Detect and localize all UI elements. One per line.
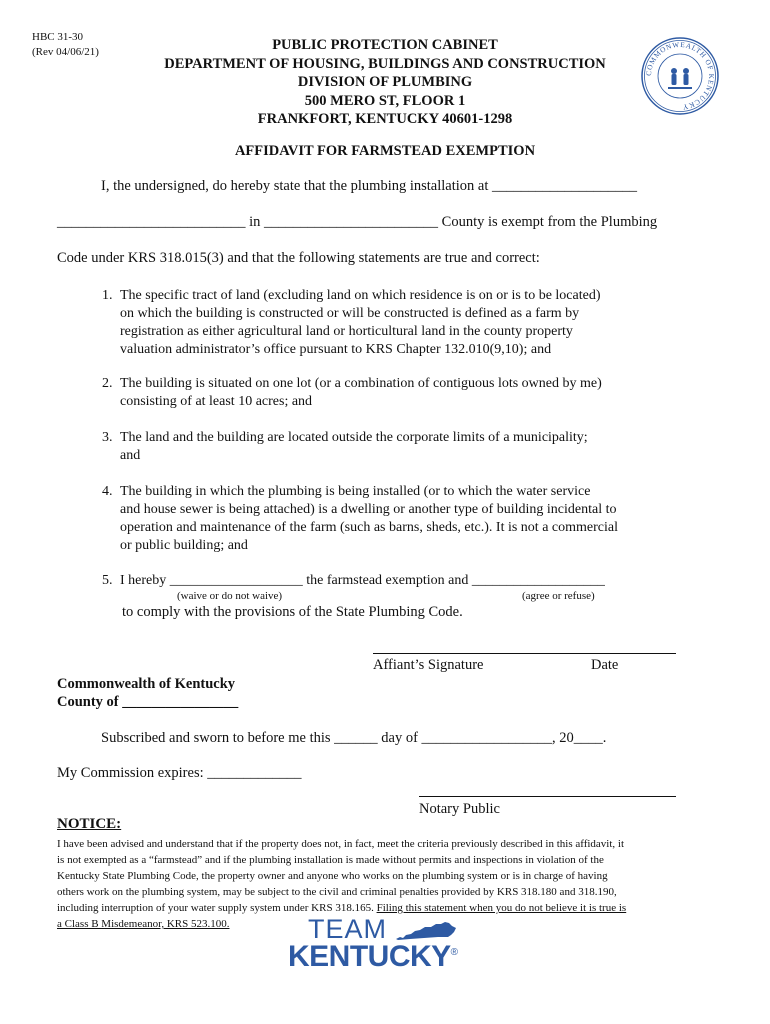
statement-line: valuation administrator’s office pursuant to KRS Chapter 132.010(9,10); and — [120, 342, 552, 357]
notice-heading: NOTICE: — [57, 816, 122, 832]
statement-line: The building in which the plumbing is being installed (or to which the water service — [120, 484, 591, 499]
statement-1 — [102, 287, 601, 359]
intro-line-3: Code under KRS 318.015(3) and that the following statements are true and correct: — [57, 250, 540, 266]
logo-team-text: TEAM — [308, 914, 388, 944]
notice-line: I have been advised and understand that if the property does not, in fact, meet the criteria previously described in this affidavit, it — [57, 838, 625, 850]
agree-hint: (agree or refuse) — [522, 590, 595, 602]
intro-line-2: __________________________ in ________________________ County is exempt from the Plumbing — [57, 214, 658, 230]
notice-line: Kentucky State Plumbing Code, the property owner and anyone who works on the plumbing system or is in charge of having — [57, 870, 608, 882]
affiant-signature-line — [373, 653, 676, 654]
statement-line: or public building; and — [120, 538, 248, 553]
statement-2 — [102, 375, 602, 411]
header-department: DEPARTMENT OF HOUSING, BUILDINGS AND CONSTRUCTION — [164, 55, 606, 72]
signature-date-label: Date — [591, 657, 619, 673]
statement-line: registration as either agricultural land or horticultural land in the county property — [120, 324, 573, 339]
statement-number: 3. — [102, 430, 113, 445]
logo-kentucky-text — [288, 940, 458, 974]
statement-5 — [102, 572, 605, 590]
header-cabinet: PUBLIC PROTECTION CABINET — [272, 37, 498, 53]
notary-label: Notary Public — [419, 801, 500, 817]
notice-line: others work on the plumbing system, may be subject to the civil and criminal penalties provided by KRS 318.180 and 318.190, — [57, 886, 617, 898]
registered-mark: ® — [450, 947, 458, 958]
statement-number: 5. — [102, 573, 113, 588]
statement-5-continuation: to comply with the provisions of the State Plumbing Code. — [122, 604, 463, 620]
notice-line: is not exempted as a “farmstead” and if the plumbing installation is made without permits and inspections in violation of the — [57, 854, 604, 866]
affiant-signature-label: Affiant’s Signature — [373, 657, 484, 673]
statement-line: consisting of at least 10 acres; and — [120, 394, 313, 409]
statement-number: 4. — [102, 484, 113, 499]
sworn-statement: Subscribed and sworn to before me this ______ day of __________________, 20____. — [101, 730, 607, 746]
statement-5-text: I hereby ___________________ the farmstead exemption and ___________________ — [120, 573, 605, 588]
logo-kentucky-word: KENTUCKY — [288, 940, 451, 973]
statement-line: The building is situated on one lot (or a combination of contiguous lots owned by me) — [120, 376, 602, 391]
statement-number: 2. — [102, 376, 113, 391]
agency-header — [130, 36, 640, 129]
notice-warning-end: a Class B Misdemeanor, KRS 523.100. — [57, 918, 230, 930]
form-revision: (Rev 04/06/21) — [32, 46, 99, 58]
statement-line: on which the building is constructed or will be constructed is defined as a farm by — [120, 306, 580, 321]
seal-text: COMMONWEALTH OF KENTUCKY — [644, 40, 716, 112]
venue-state: Commonwealth of Kentucky — [57, 676, 236, 692]
statement-3 — [102, 429, 588, 465]
notice-warning: Filing this statement when you do not believe it is true is — [376, 902, 627, 914]
team-kentucky-logo — [288, 914, 464, 974]
notice-plain: including interruption of your water supply system under KRS 318.165. — [57, 902, 377, 914]
statement-number: 1. — [102, 288, 113, 303]
svg-text:COMMONWEALTH OF KENTUCKY — [645, 41, 715, 111]
venue-county: County of ________________ — [57, 694, 239, 710]
waive-hint: (waive or do not waive) — [177, 590, 283, 602]
statement-line: operation and maintenance of the farm (such as barns, sheds, etc.). It is not a commercial — [120, 520, 618, 535]
statement-line: The specific tract of land (excluding land on which residence is on or is to be located) — [120, 288, 601, 303]
header-city: FRANKFORT, KENTUCKY 40601-1298 — [257, 111, 513, 127]
document-title: AFFIDAVIT FOR FARMSTEAD EXEMPTION — [234, 143, 536, 159]
form-id — [32, 30, 99, 60]
header-street: 500 MERO ST, FLOOR 1 — [304, 92, 466, 109]
commission-expires: My Commission expires: _____________ — [57, 765, 302, 781]
statement-line: The land and the building are located outside the corporate limits of a municipality; — [120, 430, 588, 445]
statement-line: and — [120, 448, 141, 463]
header-division: DIVISION OF PLUMBING — [297, 74, 473, 90]
intro-line-1: I, the undersigned, do hereby state that the plumbing installation at ____________________ — [101, 178, 638, 194]
notary-signature-line — [419, 796, 676, 797]
statement-4 — [102, 483, 618, 555]
kentucky-state-outline-icon — [394, 920, 458, 942]
form-number: HBC 31-30 — [32, 31, 84, 43]
kentucky-seal-icon — [640, 36, 720, 116]
statement-line: and house sewer is being attached) is a dwelling or another type of building incidental to — [120, 502, 617, 517]
